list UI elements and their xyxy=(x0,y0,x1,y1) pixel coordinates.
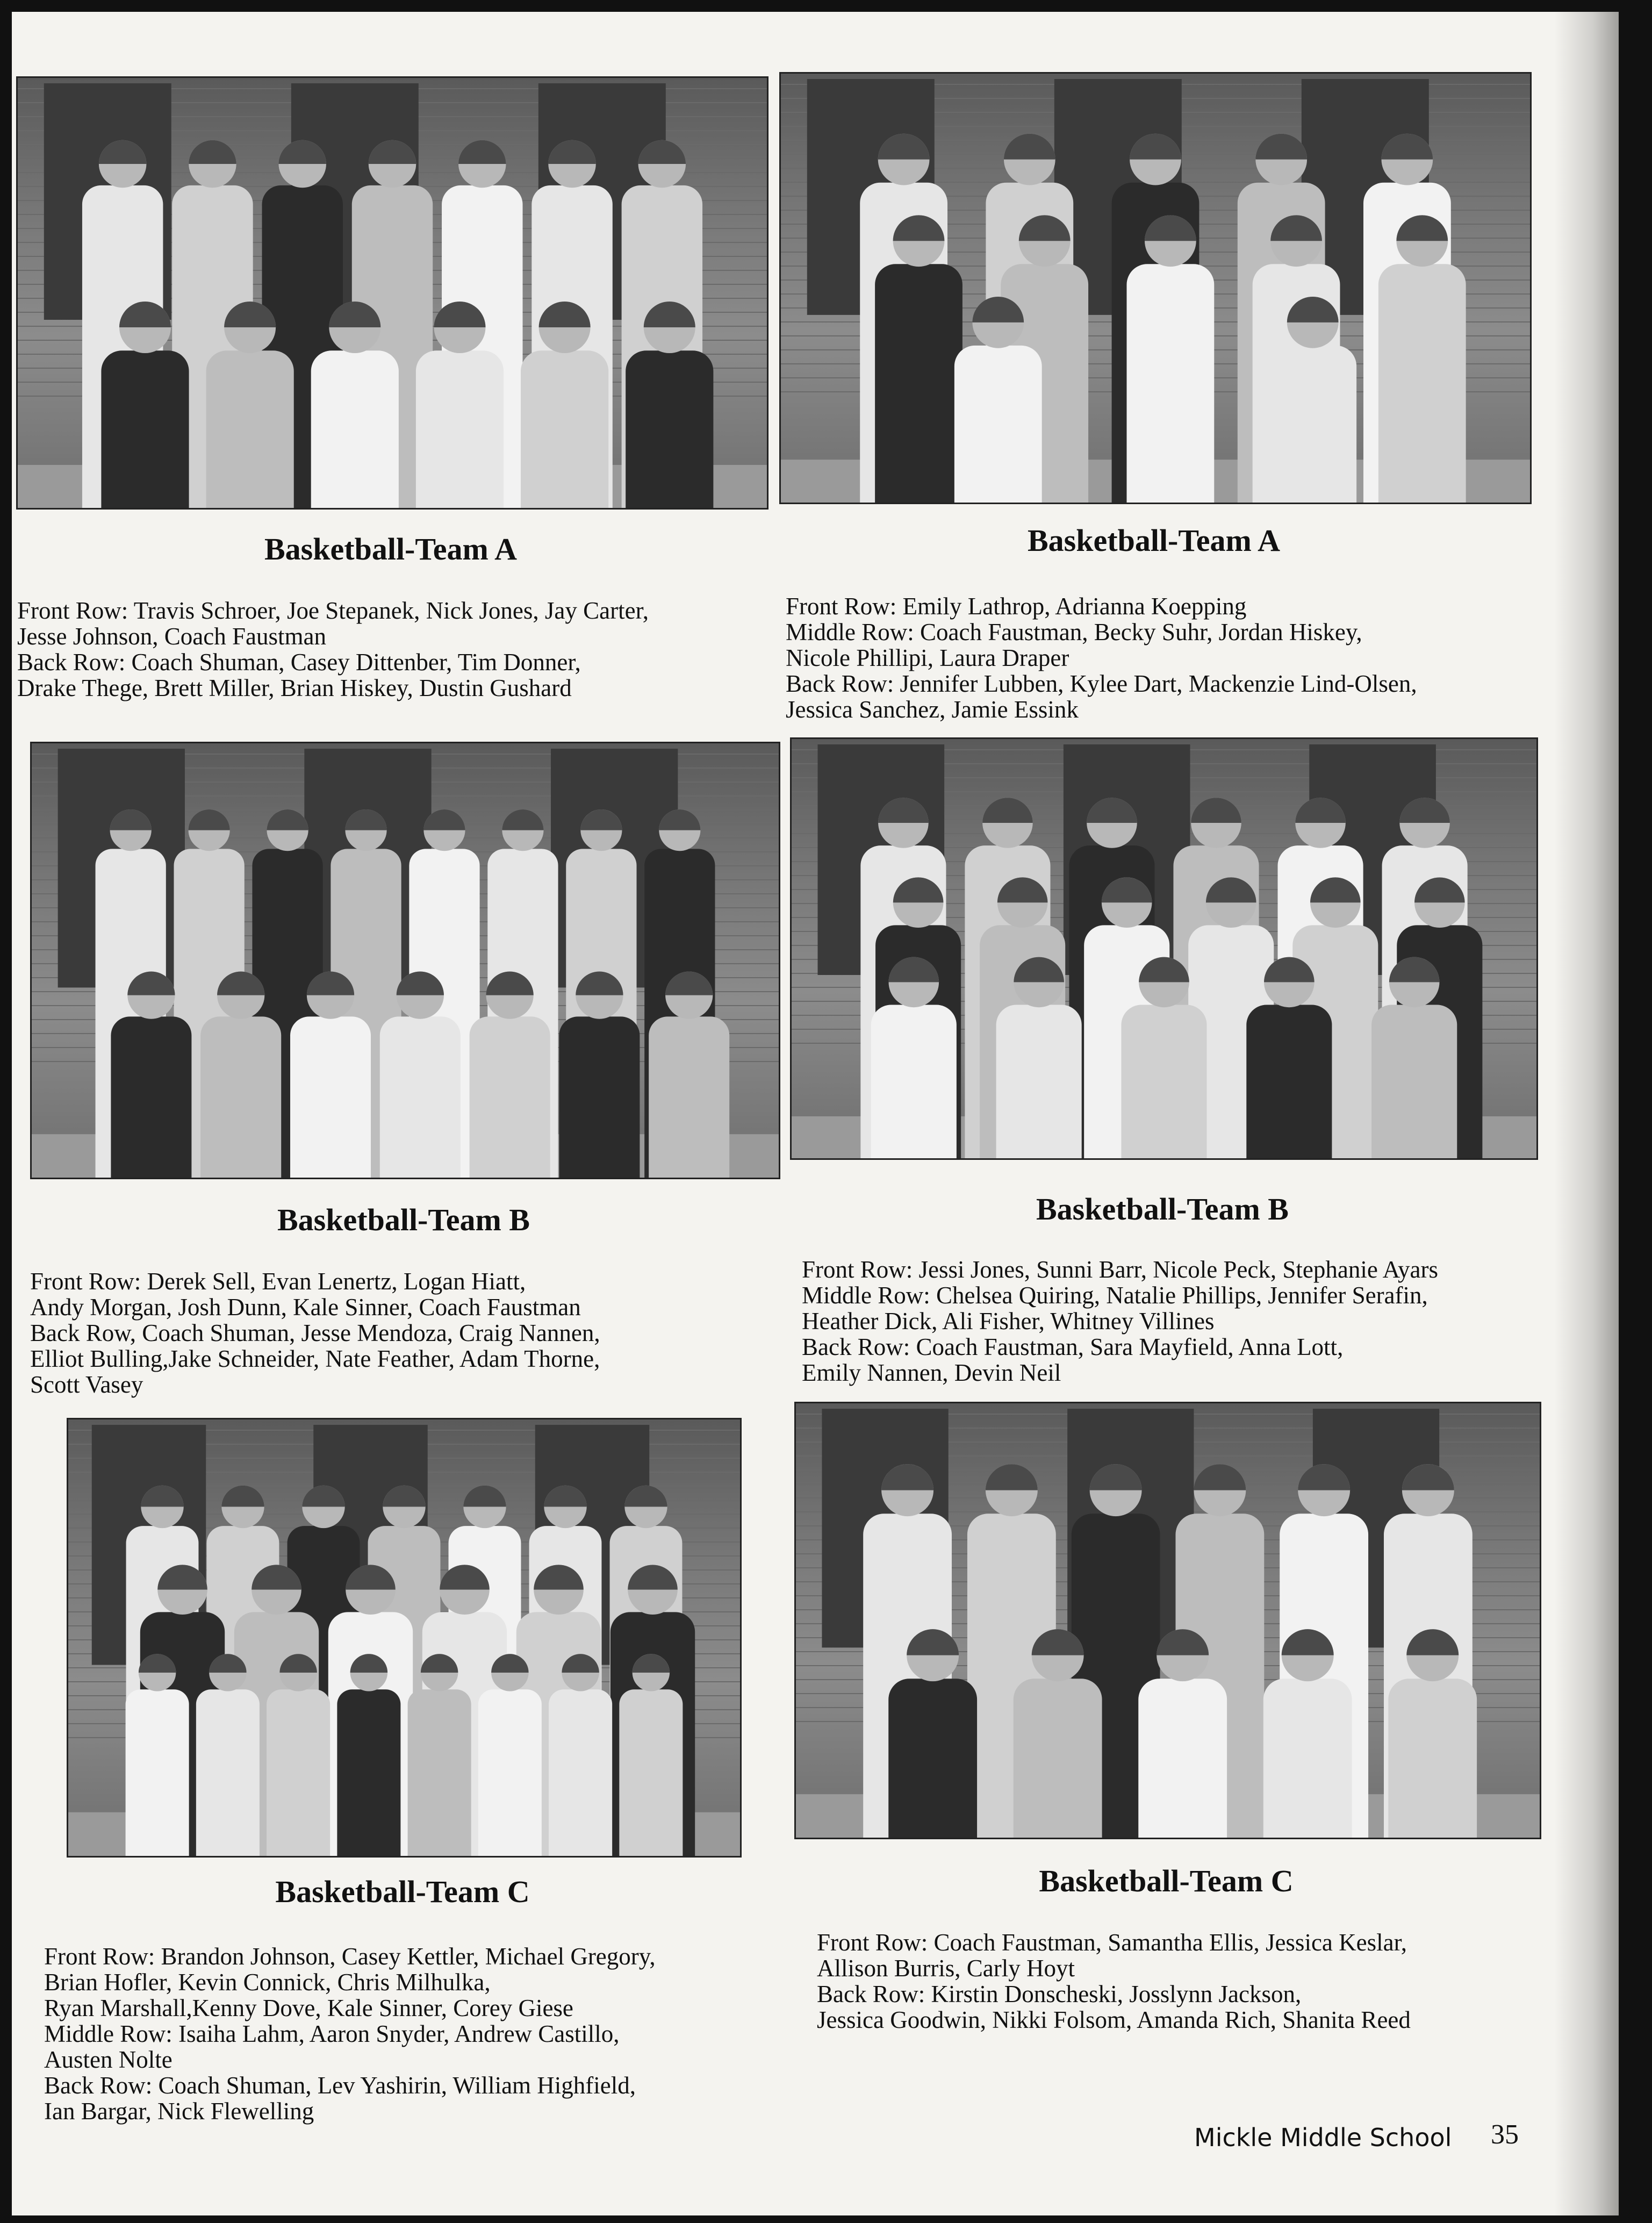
team-photo-boys-b xyxy=(30,742,780,1179)
caption-line: Front Row: Jessi Jones, Sunni Barr, Nicole Peck, Stephanie Ayars xyxy=(802,1256,1438,1283)
caption-title-boys-c: Basketball-Team C xyxy=(275,1874,530,1909)
caption-line: Jesse Johnson, Coach Faustman xyxy=(17,623,326,650)
team-photo-boys-a xyxy=(16,76,768,510)
caption-line: Back Row, Coach Shuman, Jesse Mendoza, Craig Nannen, xyxy=(30,1320,600,1346)
team-photo-girls-a xyxy=(779,72,1532,504)
caption-line: Nicole Phillipi, Laura Draper xyxy=(786,644,1069,671)
caption-line: Back Row: Coach Shuman, Casey Dittenber, Tim Donner, xyxy=(17,649,581,676)
caption-line: Middle Row: Isaiha Lahm, Aaron Snyder, Andrew Castillo, xyxy=(44,2020,620,2047)
caption-line: Back Row: Coach Shuman, Lev Yashirin, William Highfield, xyxy=(44,2072,636,2099)
team-photo-girls-c xyxy=(794,1402,1541,1839)
caption-line: Drake Thege, Brett Miller, Brian Hiskey, Dustin Gushard xyxy=(17,675,572,701)
caption-line: Austen Nolte xyxy=(44,2046,173,2073)
team-photo-boys-c xyxy=(67,1418,742,1858)
caption-line: Scott Vasey xyxy=(30,1371,143,1398)
caption-title-girls-c: Basketball-Team C xyxy=(1039,1863,1294,1898)
caption-title-girls-a: Basketball-Team A xyxy=(1028,523,1280,558)
caption-line: Middle Row: Coach Faustman, Becky Suhr, Jordan Hiskey, xyxy=(786,619,1362,646)
caption-line: Jessica Goodwin, Nikki Folsom, Amanda Rich, Shanita Reed xyxy=(817,2006,1411,2033)
caption-line: Allison Burris, Carly Hoyt xyxy=(817,1955,1075,1982)
caption-names-boys-c xyxy=(44,1944,656,2124)
caption-line: Emily Nannen, Devin Neil xyxy=(802,1359,1061,1386)
team-photo-girls-b xyxy=(790,737,1538,1160)
caption-line: Jessica Sanchez, Jamie Essink xyxy=(786,696,1079,723)
caption-line: Ian Bargar, Nick Flewelling xyxy=(44,2098,314,2125)
caption-line: Brian Hofler, Kevin Connick, Chris Milhulka, xyxy=(44,1969,491,1996)
caption-names-girls-b xyxy=(802,1257,1438,1386)
caption-line: Back Row: Coach Faustman, Sara Mayfield, Anna Lott, xyxy=(802,1333,1344,1360)
page-number: 35 xyxy=(1491,2119,1519,2150)
caption-line: Front Row: Brandon Johnson, Casey Kettler, Michael Gregory, xyxy=(44,1943,656,1970)
page-binding-shadow xyxy=(1554,12,1619,2215)
caption-names-boys-b xyxy=(30,1268,600,1397)
caption-names-boys-a xyxy=(17,598,649,701)
caption-line: Ryan Marshall,Kenny Dove, Kale Sinner, Corey Giese xyxy=(44,1995,573,2021)
caption-line: Andy Morgan, Josh Dunn, Kale Sinner, Coach Faustman xyxy=(30,1294,581,1321)
caption-line: Front Row: Derek Sell, Evan Lenertz, Logan Hiatt, xyxy=(30,1268,526,1295)
footer-school-name: Mickle Middle School xyxy=(1194,2123,1452,2152)
caption-title-boys-b: Basketball-Team B xyxy=(277,1202,530,1237)
caption-line: Front Row: Emily Lathrop, Adrianna Koepping xyxy=(786,593,1247,620)
caption-title-boys-a: Basketball-Team A xyxy=(264,532,517,566)
caption-line: Middle Row: Chelsea Quiring, Natalie Phillips, Jennifer Serafin, xyxy=(802,1282,1428,1309)
caption-line: Heather Dick, Ali Fisher, Whitney Villines xyxy=(802,1308,1215,1335)
caption-names-girls-c xyxy=(817,1930,1411,2033)
caption-title-girls-b: Basketball-Team B xyxy=(1036,1192,1289,1227)
caption-line: Back Row: Kirstin Donscheski, Josslynn Jackson, xyxy=(817,1981,1302,2007)
yearbook-page xyxy=(12,12,1619,2215)
caption-line: Elliot Bulling,Jake Schneider, Nate Feather, Adam Thorne, xyxy=(30,1345,600,1372)
caption-line: Back Row: Jennifer Lubben, Kylee Dart, Mackenzie Lind-Olsen, xyxy=(786,670,1417,697)
caption-names-girls-a xyxy=(786,593,1417,722)
caption-line: Front Row: Travis Schroer, Joe Stepanek, Nick Jones, Jay Carter, xyxy=(17,597,649,624)
caption-line: Front Row: Coach Faustman, Samantha Ellis, Jessica Keslar, xyxy=(817,1929,1407,1956)
